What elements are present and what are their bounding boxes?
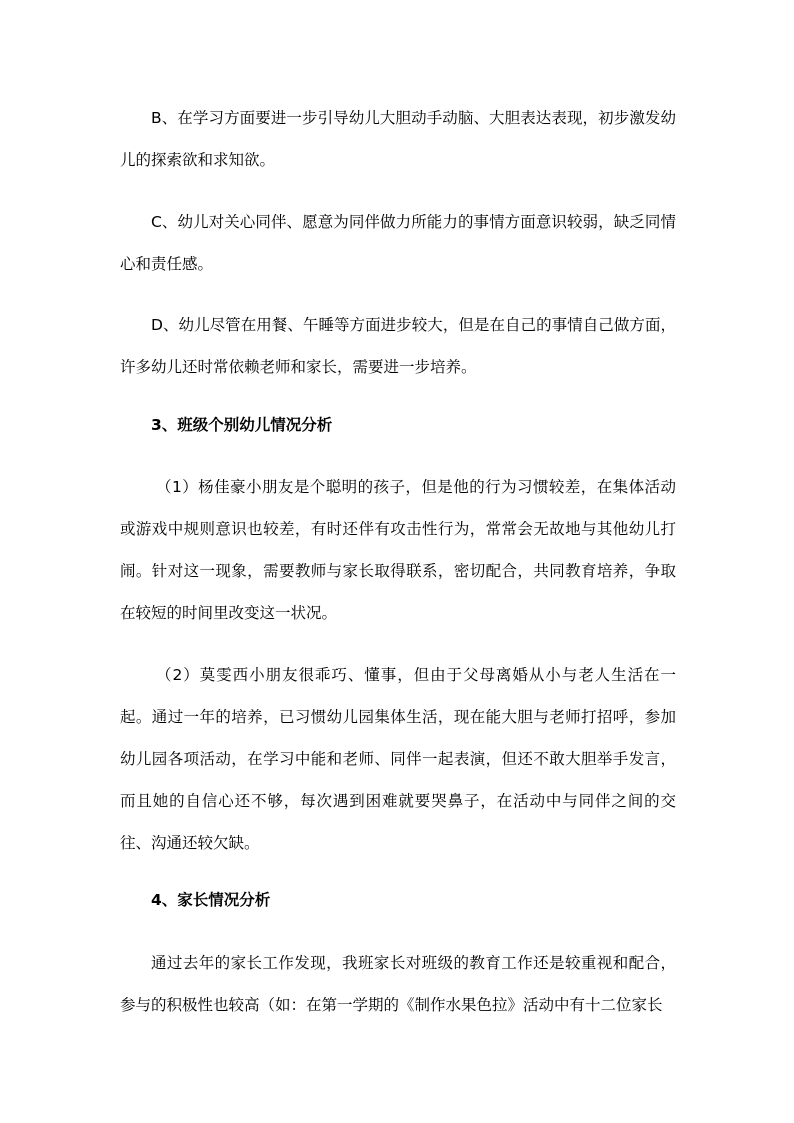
- paragraph-b: B、在学习方面要进一步引导幼儿大胆动手动脑、大胆表达表现，初步激发幼儿的探索欲和求知欲。: [120, 109, 676, 169]
- paragraph-parents: 通过去年的家长工作发现，我班家长对班级的教育工作还是较重视和配合，参与的积极性也较高（如：在第一学期的《制作水果色拉》活动中有十二位家长: [120, 954, 676, 1014]
- paragraph-child-1: （1）杨佳豪小朋友是个聪明的孩子，但是他的行为习惯较差，在集体活动或游戏中规则意识也较差，有时还伴有攻击性行为，常常会无故地与其他幼儿打闹。针对这一现象，需要教师与家长取得联系，密切配合，共同教育培养，争取在较短的时间里改变这一状况。: [120, 478, 676, 622]
- section-3-heading: 3、班级个别幼儿情况分析: [151, 416, 333, 434]
- paragraph-child-2: （2）莫雯西小朋友很乖巧、懂事，但由于父母离婚从小与老人生活在一起。通过一年的培养，已习惯幼儿园集体生活，现在能大胆与老师打招呼，参加幼儿园各项活动，在学习中能和老师、同伴一起表演，但还不敢大胆举手发言，而且她的自信心还不够，每次遇到困难就要哭鼻子，在活动中与同伴之间的交往、沟通还较欠缺。: [120, 666, 676, 852]
- paragraph-c: C、幼儿对关心同伴、愿意为同伴做力所能力的事情方面意识较弱，缺乏同情心和责任感。: [120, 213, 676, 273]
- paragraph-d: D、幼儿尽管在用餐、午睡等方面进步较大，但是在自己的事情自己做方面，许多幼儿还时常依赖老师和家长，需要进一步培养。: [120, 316, 676, 376]
- section-4-heading: 4、家长情况分析: [151, 891, 271, 909]
